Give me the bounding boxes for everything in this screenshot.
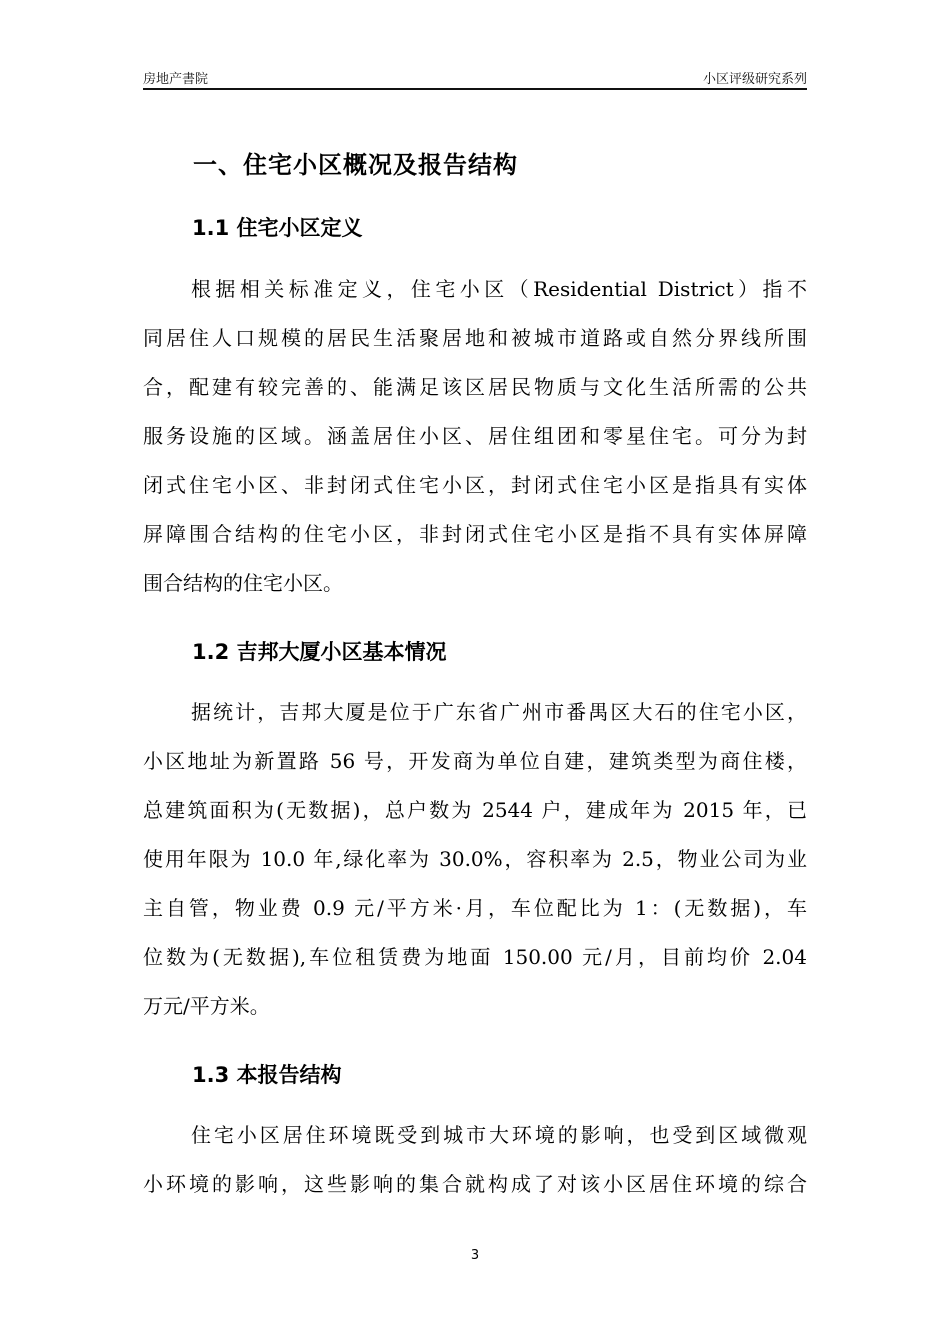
paragraph-line: 合，配建有较完善的、能满足该区居民物质与文化生活所需的公共: [143, 375, 807, 399]
section-heading-1-1: 1.1 住宅小区定义: [192, 216, 363, 240]
header-publisher: 房地产書院: [143, 72, 209, 87]
chapter-title: 一、住宅小区概况及报告结构: [193, 151, 518, 179]
paragraph-line: 据统计，吉邦大厦是位于广东省广州市番禺区大石的住宅小区，: [191, 700, 807, 724]
paragraph-line: 围合结构的住宅小区。: [143, 571, 343, 595]
paragraph-line: 根据相关标准定义，住宅小区（Residential District）指不: [191, 277, 807, 301]
paragraph-line: 使用年限为 10.0 年,绿化率为 30.0%，容积率为 2.5，物业公司为业: [143, 847, 807, 871]
paragraph-line: 小环境的影响，这些影响的集合就构成了对该小区居住环境的综合: [143, 1172, 807, 1196]
page-number: 3: [470, 1248, 480, 1263]
header-series: 小区评级研究系列: [702, 72, 807, 87]
paragraph-line: 小区地址为新置路 56 号，开发商为单位自建，建筑类型为商住楼，: [143, 749, 807, 773]
section-heading-1-2: 1.2 吉邦大厦小区基本情况: [192, 640, 447, 664]
section-heading-1-3: 1.3 本报告结构: [192, 1063, 342, 1087]
paragraph-line: 万元/平方米。: [143, 994, 270, 1018]
paragraph-line: 总建筑面积为(无数据)，总户数为 2544 户，建成年为 2015 年，已: [143, 798, 807, 822]
paragraph-line: 位数为(无数据),车位租赁费为地面 150.00 元/月，目前均价 2.04: [143, 945, 807, 969]
paragraph-line: 闭式住宅小区、非封闭式住宅小区，封闭式住宅小区是指具有实体: [143, 473, 807, 497]
paragraph-line: 同居住人口规模的居民生活聚居地和被城市道路或自然分界线所围: [143, 326, 807, 350]
paragraph-line: 服务设施的区域。涵盖居住小区、居住组团和零星住宅。可分为封: [143, 424, 807, 448]
paragraph-line: 主自管，物业费 0.9 元/平方米·月，车位配比为 1：(无数据)，车: [143, 896, 807, 920]
paragraph-line: 住宅小区居住环境既受到城市大环境的影响，也受到区域微观: [191, 1123, 807, 1147]
paragraph-line: 屏障围合结构的住宅小区，非封闭式住宅小区是指不具有实体屏障: [143, 522, 807, 546]
header-rule: [143, 88, 807, 90]
